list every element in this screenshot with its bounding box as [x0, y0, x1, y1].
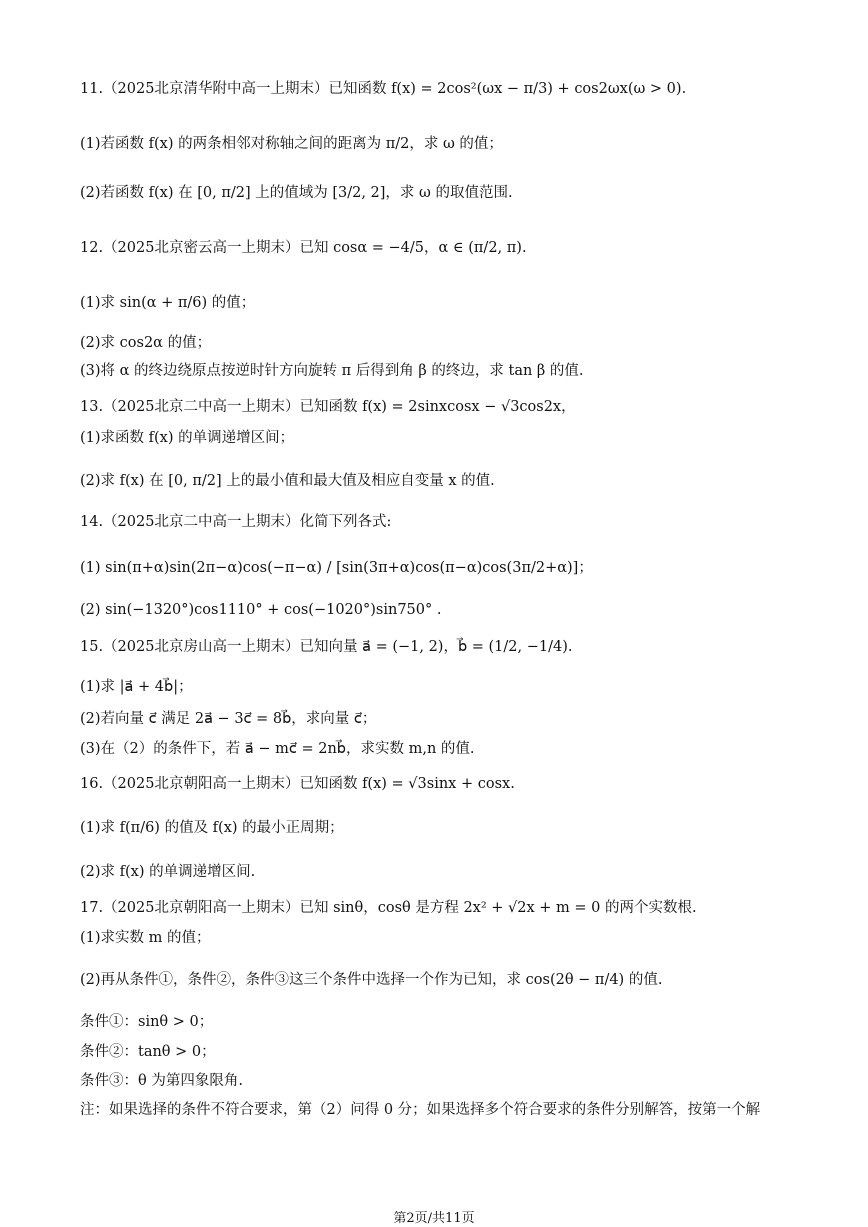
problem-12-part-1: (1)求 sin(α + π/6) 的值； [80, 295, 256, 311]
problem-12-part-2: (2)求 cos2α 的值； [80, 335, 212, 351]
problem-16-stem: 16.（2025北京朝阳高一上期末）已知函数 f(x) = √3sinx + cosx. [80, 776, 515, 792]
problem-15-part-2: (2)若向量 c⃗ 满足 2a⃗ − 3c⃗ = 8b⃗，求向量 c⃗； [80, 711, 377, 727]
problem-16-part-2: (2)求 f(x) 的单调递增区间. [80, 864, 256, 880]
problem-17-condition-3: 条件③：θ 为第四象限角. [80, 1073, 243, 1089]
problem-17-note: 注：如果选择的条件不符合要求，第（2）问得 0 分；如果选择多个符合要求的条件分别解答，按第一个解 [80, 1102, 761, 1118]
problem-17-part-2: (2)再从条件①，条件②，条件③这三个条件中选择一个作为已知，求 cos(2θ − π/4) 的值. [80, 972, 663, 988]
problem-11-part-1: (1)若函数 f(x) 的两条相邻对称轴之间的距离为 π/2，求 ω 的值； [80, 136, 503, 152]
problem-16-part-1: (1)求 f(π/6) 的值及 f(x) 的最小正周期； [80, 820, 344, 836]
problem-11-part-2: (2)若函数 f(x) 在 [0, π/2] 上的值域为 [3/2, 2]，求 ω 的取值范围. [80, 185, 513, 201]
problem-15-part-1: (1)求 |a⃗ + 4b⃗|； [80, 679, 193, 695]
page-number: 第2页/共11页 [393, 1211, 475, 1226]
problem-14-part-1: (1) sin(π+α)sin(2π−α)cos(−π−α) / [sin(3π+α)cos(π−α)cos(3π/2+α)]； [80, 560, 593, 576]
problem-13-part-2: (2)求 f(x) 在 [0, π/2] 上的最小值和最大值及相应自变量 x 的值. [80, 473, 495, 489]
problem-17-part-1: (1)求实数 m 的值； [80, 930, 211, 946]
problem-15-part-3: (3)在（2）的条件下，若 a⃗ − mc⃗ = 2nb⃗，求实数 m,n 的值. [80, 741, 475, 757]
problem-12-stem: 12.（2025北京密云高一上期末）已知 cosα = −4/5，α ∈ (π/2, π). [80, 240, 527, 256]
problem-11-stem: 11.（2025北京清华附中高一上期末）已知函数 f(x) = 2cos²(ωx − π/3) + cos2ωx(ω > 0). [80, 81, 687, 97]
problem-14-stem: 14.（2025北京二中高一上期末）化简下列各式: [80, 514, 392, 530]
problem-13-part-1: (1)求函数 f(x) 的单调递增区间； [80, 430, 295, 446]
problem-14-part-2: (2) sin(−1320°)cos1110° + cos(−1020°)sin750° . [80, 602, 442, 618]
problem-12-part-3: (3)将 α 的终边绕原点按逆时针方向旋转 π 后得到角 β 的终边，求 tan β 的值. [80, 363, 584, 379]
problem-17-condition-2: 条件②：tanθ > 0； [80, 1044, 216, 1060]
problem-17-stem: 17.（2025北京朝阳高一上期末）已知 sinθ，cosθ 是方程 2x² + √2x + m = 0 的两个实数根. [80, 900, 697, 916]
problem-17-condition-1: 条件①：sinθ > 0； [80, 1014, 214, 1030]
problem-15-stem: 15.（2025北京房山高一上期末）已知向量 a⃗ = (−1, 2)，b⃗ = (1/2, −1/4). [80, 639, 573, 655]
problem-13-stem: 13.（2025北京二中高一上期末）已知函数 f(x) = 2sinxcosx − √3cos2x， [80, 399, 576, 415]
